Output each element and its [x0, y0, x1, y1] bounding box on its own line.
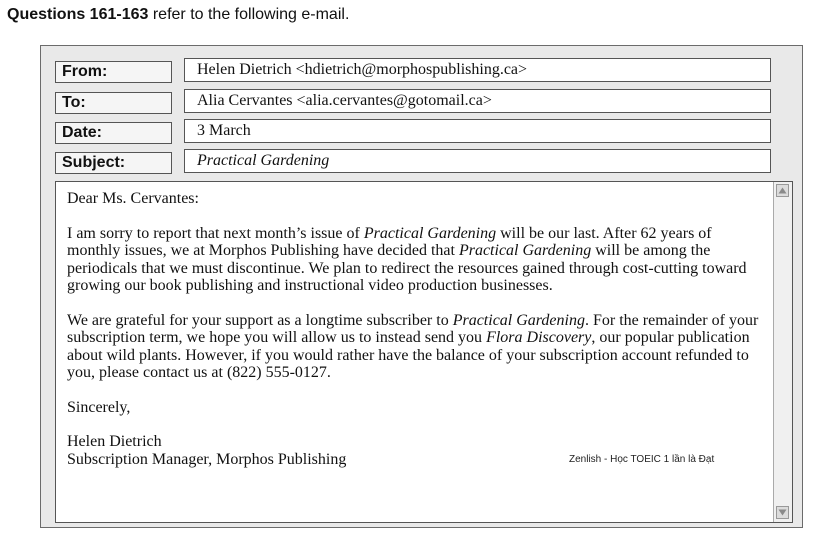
watermark-text: Zenlish - Học TOEIC 1 lần là Đạt	[569, 454, 715, 465]
triangle-up-icon	[777, 185, 788, 196]
scroll-up-button[interactable]	[776, 184, 789, 197]
email-window	[40, 45, 803, 528]
paragraph-1: I am sorry to report that next month’s issue of Practical Gardening will be our last. After 62 years of monthly issues, we at Morphos Publishing have decided that Practical Gardening will be among the periodicals that we must discontinue. We plan to redirect the resources gained through cost-cutting toward growing our book publishing and instructional video production businesses.	[67, 224, 747, 294]
date-field: 3 March	[184, 119, 771, 143]
greeting: Dear Ms. Cervantes:	[67, 190, 199, 207]
from-row	[55, 61, 770, 85]
email-body	[67, 190, 767, 468]
subject-label: Subject:	[55, 152, 172, 174]
date-label: Date:	[55, 122, 172, 144]
scroll-down-button[interactable]	[776, 506, 789, 519]
from-field: Helen Dietrich <hdietrich@morphospublishing.ca>	[184, 58, 771, 82]
closing: Sincerely,	[67, 398, 131, 416]
question-instruction: refer to the following e-mail.	[148, 6, 350, 23]
signature-title: Subscription Manager, Morphos Publishing	[67, 450, 347, 468]
date-row	[55, 122, 770, 146]
to-field: Alia Cervantes <alia.cervantes@gotomail.ca>	[184, 89, 771, 113]
paragraph-2: We are grateful for your support as a longtime subscriber to Practical Gardening. For the remainder of your subscription term, we hope you will allow us to instead send you Flora Discovery, our popular publication about wild plants. However, if you would rather have the balance of your subscription account refunded to you, please contact us at (822) 555-0127.	[67, 311, 759, 381]
signature-name: Helen Dietrich	[67, 433, 162, 450]
to-row	[55, 92, 770, 116]
question-heading	[7, 6, 349, 24]
to-label: To:	[55, 92, 172, 114]
subject-row	[55, 152, 770, 176]
from-label: From:	[55, 61, 172, 83]
vertical-scrollbar[interactable]	[773, 182, 792, 522]
email-body-panel	[55, 181, 793, 523]
question-number: Questions 161-163	[7, 6, 149, 23]
subject-field: Practical Gardening	[184, 149, 771, 173]
triangle-down-icon	[777, 507, 788, 518]
